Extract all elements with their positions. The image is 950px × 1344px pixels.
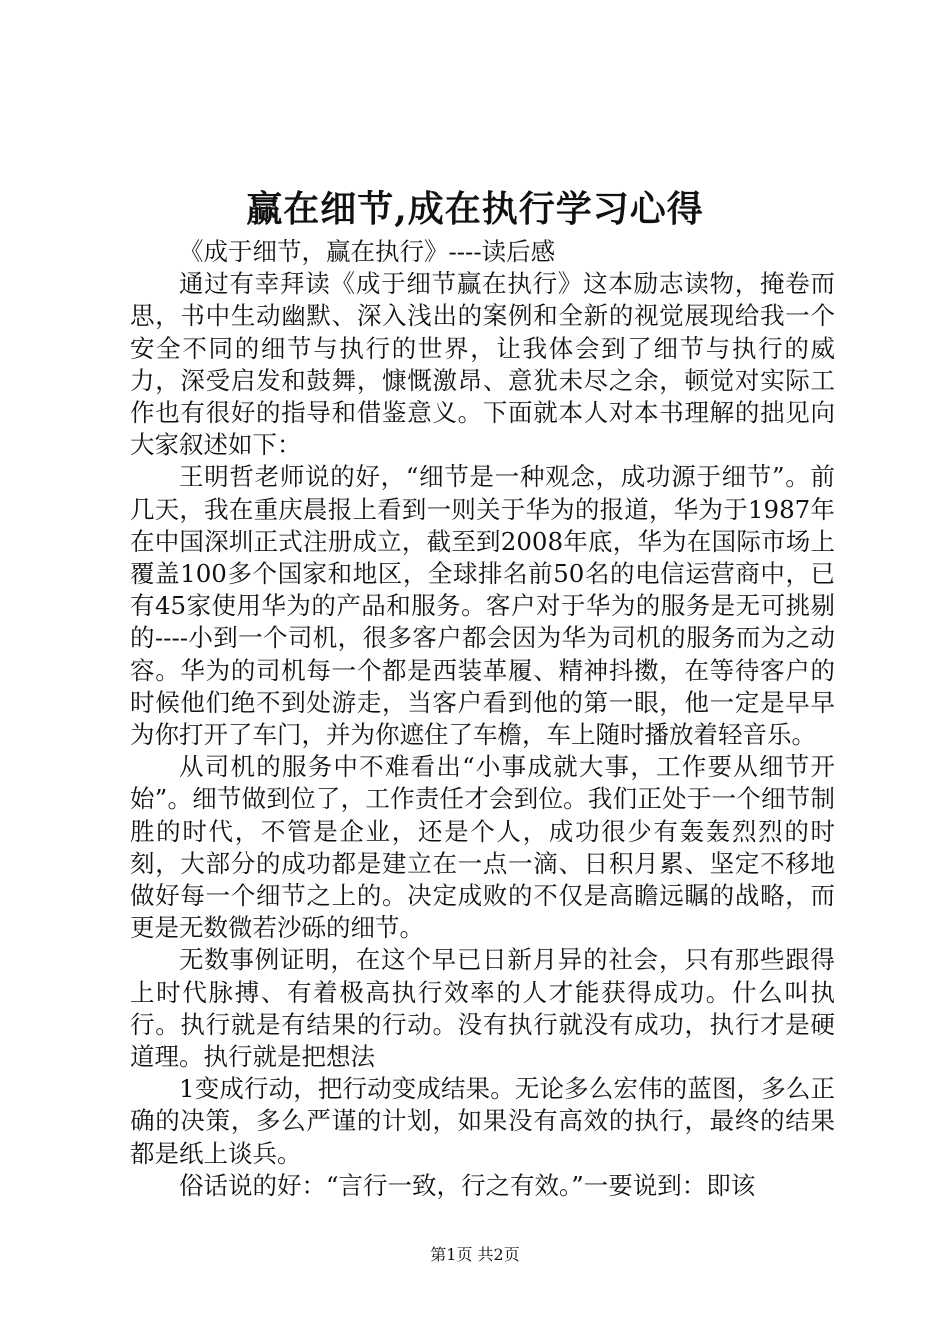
paragraph: 1变成行动，把行动变成结果。无论多么宏伟的蓝图，多么正确的决策，多么严谨的计划，如果没有高效的执行，最终的结果都是纸上谈兵。: [130, 1074, 835, 1168]
page-footer: 第1页 共2页: [430, 1245, 520, 1264]
paragraph-subtitle: 《成于细节，赢在执行》----读后感: [179, 237, 556, 266]
paragraph: 从司机的服务中不难看出“小事成就大事，工作要从细节开始”。细节做到位了，工作责任才会到位。我们正处于一个细节制胜的时代，不管是企业，还是个人，成功很少有轰轰烈烈的时刻，大部分的成功都是建立在一点一滴、日积月累、坚定不移地做好每一个细节之上的。决定成败的不仅是高瞻远瞩的战略，而更是无数微若沙砾的细节。: [130, 752, 835, 943]
paragraph: 王明哲老师说的好，“细节是一种观念，成功源于细节”。前几天，我在重庆晨报上看到一则关于华为的报道，华为于1987年在中国深圳正式注册成立，截至到2008年底，华为在国际市场上覆盖100多个国家和地区，全球排名前50名的电信运营商中，已有45家使用华为的产品和服务。客户对于华为的服务是无可挑剔的----小到一个司机，很多客户都会因为华为司机的服务而为之动容。华为的司机每一个都是西装革履、精神抖擞，在等待客户的时候他们绝不到处游走，当客户看到他的第一眼，他一定是早早为你打开了车门，并为你遮住了车檐，车上随时播放着轻音乐。: [130, 462, 835, 750]
paragraph: 俗话说的好：“言行一致，行之有效。”一要说到：即该: [179, 1170, 756, 1200]
paragraph: 通过有幸拜读《成于细节赢在执行》这本励志读物，掩卷而思，书中生动幽默、深入浅出的案例和全新的视觉展现给我一个安全不同的细节与执行的世界，让我体会到了细节与执行的威力，深受启发和鼓舞，慷慨激昂、意犹未尽之余，顿觉对实际工作也有很好的指导和借鉴意义。下面就本人对本书理解的拙见向大家叙述如下：: [130, 269, 835, 460]
document-title: 赢在细节,成在执行学习心得: [246, 188, 704, 230]
paragraph: 无数事例证明，在这个早已日新月异的社会，只有那些跟得上时代脉搏、有着极高执行效率的人才能获得成功。什么叫执行。执行就是有结果的行动。没有执行就没有成功，执行才是硬道理。执行就是把想法: [130, 945, 835, 1072]
document-body: [130, 236, 835, 1202]
